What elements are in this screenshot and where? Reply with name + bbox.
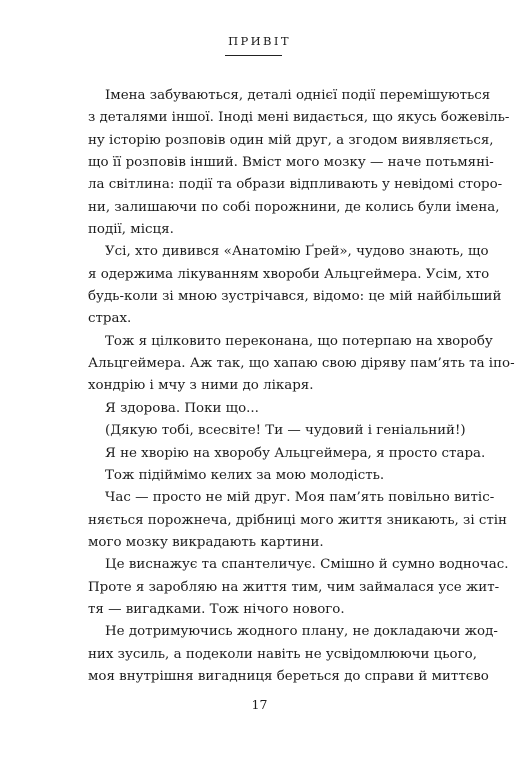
text-line: ни, залишаючи по собі порожнини, де колись були імена, [88,199,500,215]
paragraph [88,443,486,465]
text-line: Я не хворію на хворобу Альцгеймера, я просто стара. [105,445,486,461]
text-line: хондрію і мчу з ними до лікаря. [88,378,314,394]
text-line: будь-коли зі мною зустрічався, відомо: це мій найбільший [88,289,502,305]
text-line: (Дякую тобі, всесвіте! Ти — чудовий і геніальний!) [105,423,466,439]
running-header: ПРИВІТ [228,34,291,48]
page-number: 17 [251,697,268,712]
text-line: Альцгеймера. Аж так, що хапаю свою діряву пам’ять та іпо- [88,356,515,372]
text-line: Тож я цілковито переконана, що потерпаю на хворобу [105,333,493,349]
paragraph [88,554,509,621]
text-line: няється порожнеча, дрібниці мого життя зникають, зі стін [88,512,507,528]
paragraph [88,241,502,330]
text-line: моя внутрішня вигадниця береться до справи й миттєво [88,668,489,684]
paragraph [88,487,507,554]
text-line: Не дотримуючись жодного плану, не докладаючи жод- [105,624,498,640]
text-line: події, місця. [88,222,174,238]
text-line: Імена забуваються, деталі однієї події перемішуються [105,88,491,103]
paragraph [88,465,432,487]
text-line: страх. [88,311,132,327]
text-line: Я здорова. Поки що... [105,400,259,416]
text-line: ла світлина: події та образи відпливають у невідомі сторо- [88,177,503,193]
paragraph [88,85,510,241]
paragraph [88,331,515,398]
header-rule [225,55,282,56]
text-line: що її розповів інший. Вміст мого мозку — наче потьмяні- [88,155,494,171]
text-line: Проте я заробляю на життя тим, чим займалася усе жит- [88,579,500,595]
text-line: Усі, хто дивився «Анатомію Ґрей», чудово знають, що [105,244,489,260]
paragraph [88,621,498,688]
text-line: Це виснажує та спантеличує. Смішно й сумно водночас. [105,557,509,573]
text-line: мого мозку викрадають картини. [88,534,324,550]
paragraph [88,398,432,420]
text-line: я одержима лікуванням хвороби Альцгеймера. Усім, хто [88,266,490,282]
text-line: Час — просто не мій друг. Моя пам’ять повільно витіс- [105,490,495,506]
paragraph [88,420,466,442]
text-line: ну історію розповів один мій друг, а згодом виявляється, [88,132,494,148]
text-line: з деталями іншої. Іноді мені видається, що якусь божевіль- [88,110,510,126]
body-text [88,85,515,688]
text-line: Тож підіймімо келих за мою молодість. [105,467,385,483]
text-line: них зусиль, а подеколи навіть не усвідомлюючи цього, [88,646,477,662]
text-line: тя — вигадками. Тож нічого нового. [88,601,345,617]
